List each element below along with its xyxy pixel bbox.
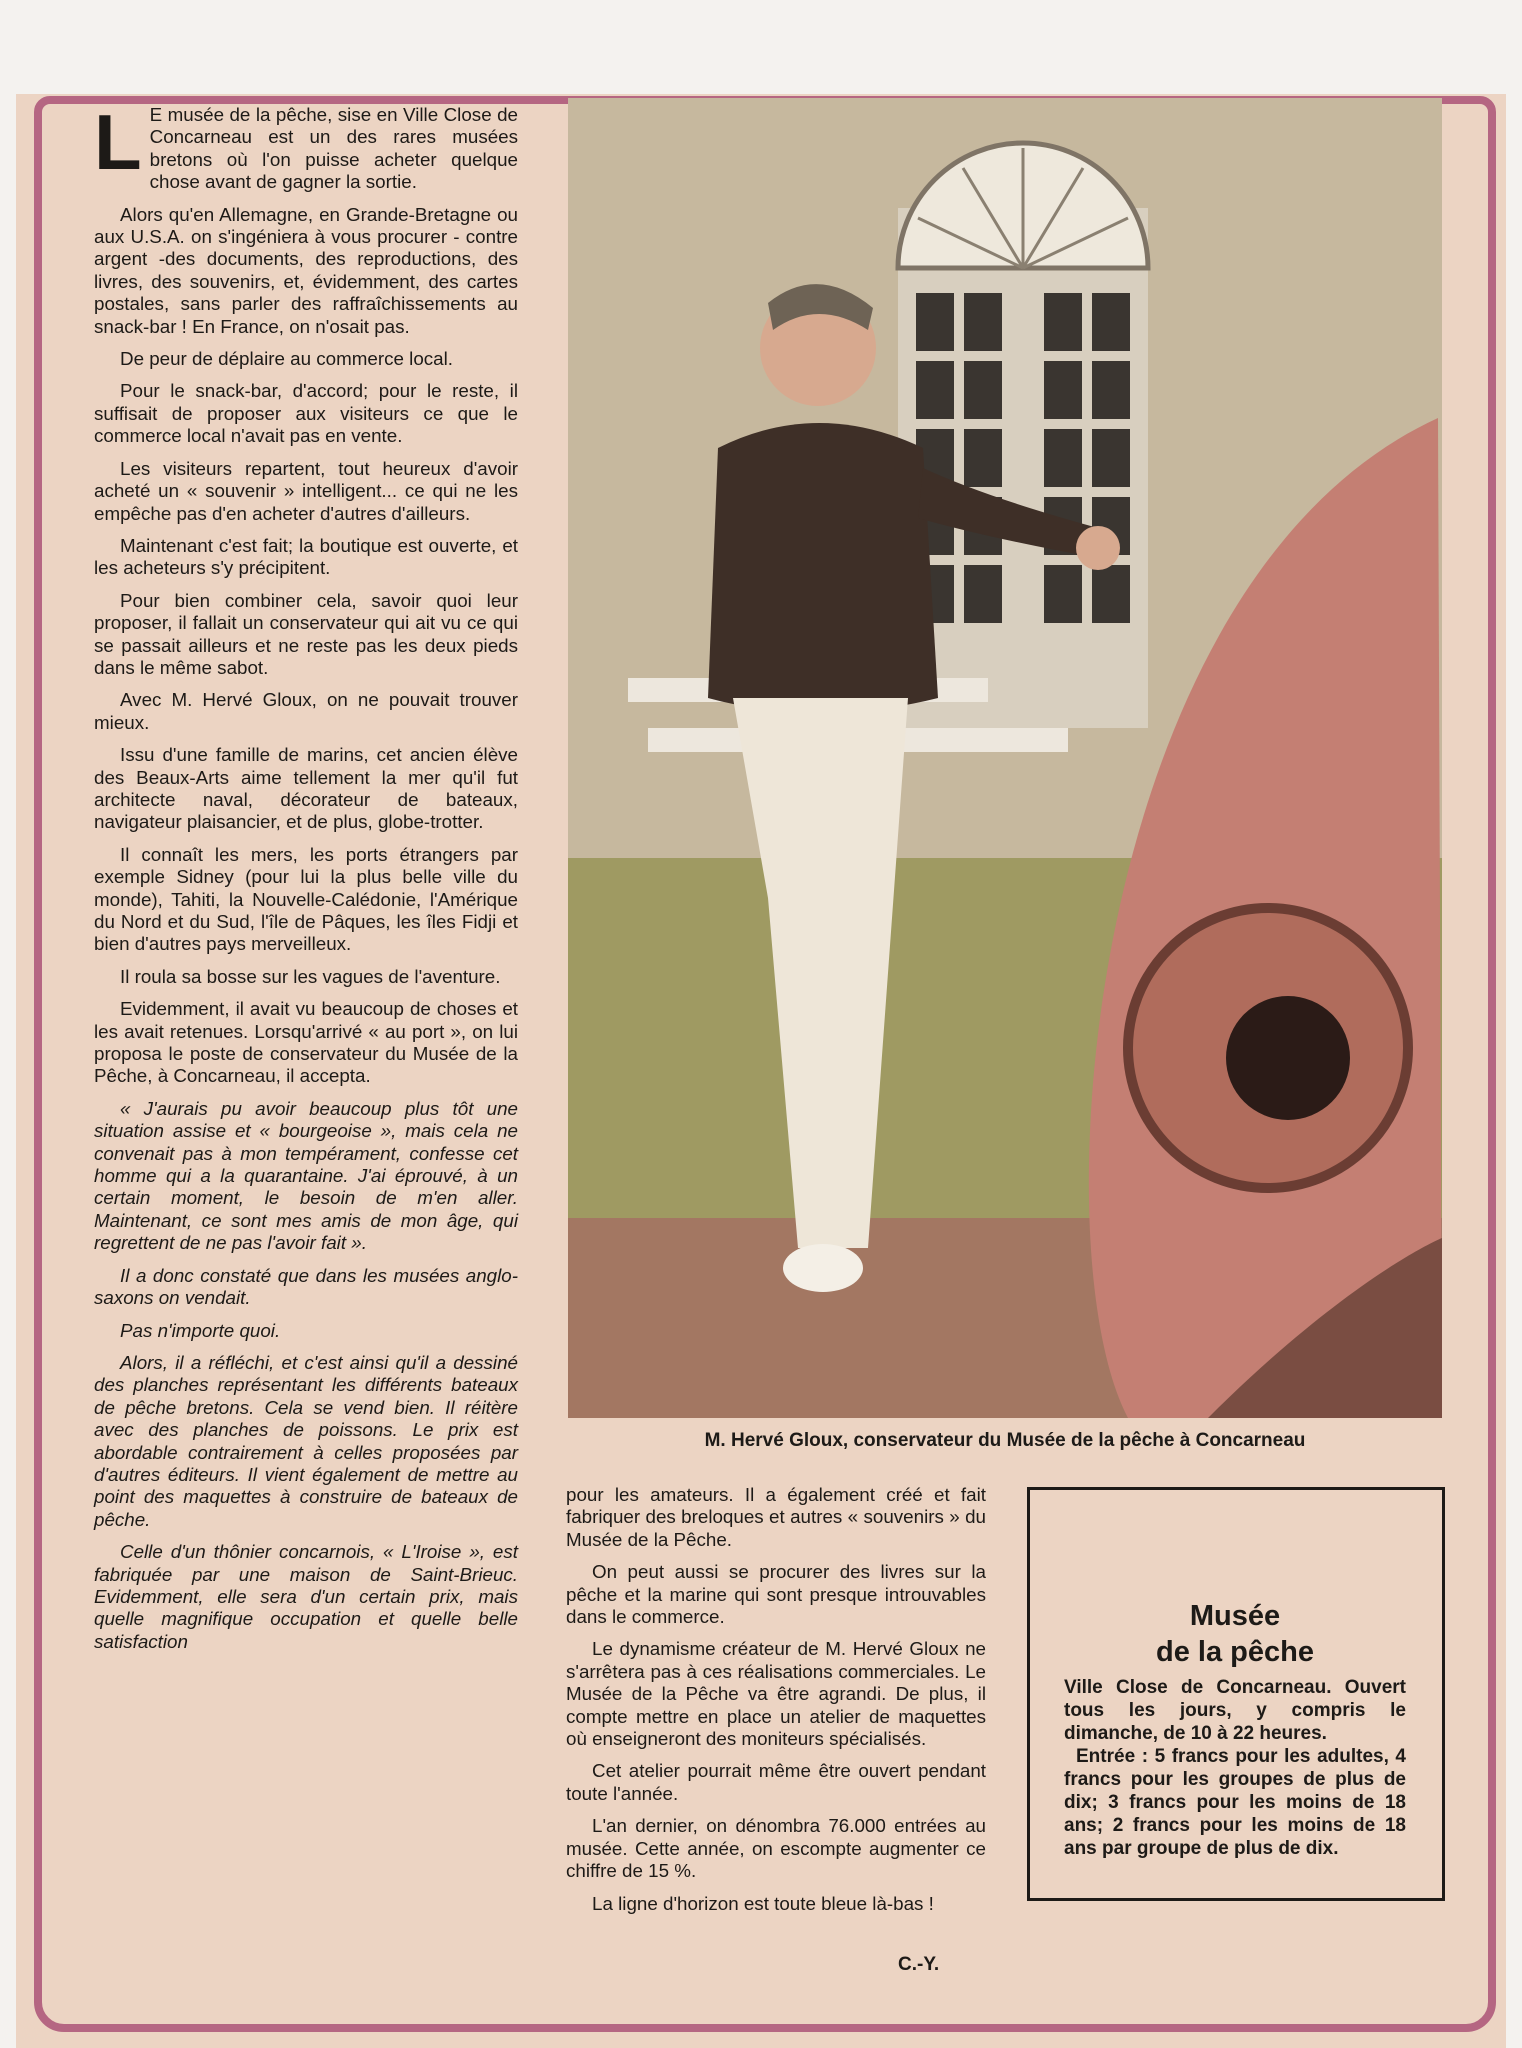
article-photo (568, 98, 1442, 1418)
info-box-prices: Entrée : 5 francs pour les adultes, 4 francs pour les groupes de plus de dix; 3 francs pour les moins de 18 ans; 2 francs pour les moins de 18 ans par groupe de plus de dix. (1064, 1746, 1406, 1859)
article-paragraph: E musée de la pêche, sise en Ville Close de Concarneau est un des rares musées bretons où l'on puisse acheter quelque chose avant de gagner la sortie. (149, 104, 518, 193)
info-box-hours: Ville Close de Concarneau. Ouvert tous les jours, y compris le dimanche, de 10 à 22 heures. (1064, 1677, 1406, 1744)
article-paragraph: Les visiteurs repartent, tout heureux d'avoir acheté un « souvenir » intelligent... ce qui ne les empêche pas d'en acheter d'autres d'ailleurs. (94, 457, 518, 524)
article-paragraph: « J'aurais pu avoir beaucoup plus tôt une situation assise et « bourgeoise », mais cela ne convenait pas à mon tempérament, confesse cet homme qui a la quarantaine. J'ai éprouvé, à un certain moment, le besoin de m'en aller. Maintenant, ce sont mes amis de mon âge, qui regrettent de ne pas l'avoir fait ». (94, 1097, 518, 1254)
article-paragraph: Evidemment, il avait vu beaucoup de choses et les avait retenues. Lorsqu'arrivé « au port », on lui proposa le poste de conservateur du Musée de la Pêche, à Concarneau, il accepta. (94, 998, 518, 1087)
article-paragraph: Il connaît les mers, les ports étrangers par exemple Sidney (pour lui la plus belle ville du monde), Tahiti, la Nouvelle-Calédonie, l'Amérique du Nord et du Sud, l'île de Pâques, les îles Fidji et bien d'autres pays merveilleux. (94, 843, 518, 955)
article-paragraph: Il a donc constaté que dans les musées anglo-saxons on vendait. (94, 1264, 518, 1309)
article-paragraph: pour les amateurs. Il a également créé et fait fabriquer des breloques et autres « souvenirs » du Musée de la Pêche. (566, 1484, 986, 1550)
article-paragraph: Celle d'un thônier concarnois, « L'Iroise », est fabriquée par une maison de Saint-Brieuc. Evidemment, elle sera d'un certain prix, mais quelle magnifique occupation et quelle belle satisfaction (94, 1541, 518, 1652)
info-box-title (1064, 1598, 1406, 1670)
author-signature: C.-Y. (898, 1954, 940, 1975)
museum-info-box (1027, 1487, 1445, 1901)
photo-illustration (568, 98, 1442, 1418)
info-box-body (1064, 1676, 1406, 1860)
article-paragraph: On peut aussi se procurer des livres sur la pêche et la marine qui sont presque introuvables dans le commerce. (566, 1561, 986, 1628)
article-paragraph: Maintenant c'est fait; la boutique est ouverte, et les acheteurs s'y précipitent. (94, 534, 518, 579)
article-paragraph: Issu d'une famille de marins, cet ancien élève des Beaux-Arts aime tellement la mer qu'il fut architecte naval, décorateur de bateaux, navigateur plaisancier, et de plus, globe-trotter. (94, 744, 518, 833)
middle-paragraphs (566, 1484, 986, 1915)
article-paragraph: Pour le snack-bar, d'accord; pour le reste, il suffisait de proposer aux visiteurs ce que le commerce local n'avait pas en vente. (94, 380, 518, 447)
article-paragraph: Avec M. Hervé Gloux, on ne pouvait trouver mieux. (94, 689, 518, 733)
article-column-left (94, 98, 518, 1663)
info-box-title-line2: de la pêche (1156, 1636, 1314, 1668)
article-paragraph: La ligne d'horizon est toute bleue là-bas ! (592, 1892, 934, 1914)
article-paragraph: Le dynamisme créateur de M. Hervé Gloux ne s'arrêtera pas à ces réalisations commerciales. Le Musée de la Pêche va être agrandi. De plus, il compte mettre en place un atelier de maquettes où enseigneront des moniteurs spécialisés. (566, 1638, 986, 1750)
info-box-title-line1: Musée (1189, 1600, 1281, 1632)
article-paragraph: Pas n'importe quoi. (120, 1319, 281, 1341)
drop-cap: L (94, 98, 142, 186)
article-paragraph: Il roula sa bosse sur les vagues de l'aventure. (120, 965, 501, 987)
article-paragraph: Alors, il a réfléchi, et c'est ainsi qu'il a dessiné des planches représentant les différents bateaux de pêche bretons. Cela se vend bien. Il réitère avec des planches de poissons. Le prix est abordable contrairement à celles proposées par d'autres éditeurs. Il vient également de mettre au point des maquettes à construire de bateaux de pêche. (94, 1351, 518, 1530)
article-paragraph: Alors qu'en Allemagne, en Grande-Bretagne ou aux U.S.A. on s'ingéniera à vous procurer - contre argent -des documents, des reproductions, des livres, des souvenirs, et, évidemment, des cartes postales, sans parler des raffraîchissements au snack-bar ! En France, on n'osait pas. (94, 203, 518, 337)
article-column-middle (566, 1484, 986, 1925)
article-paragraph: L'an dernier, on dénombra 76.000 entrées au musée. Cette année, on escompte augmenter ce chiffre de 15 %. (566, 1815, 986, 1882)
photo-caption: M. Hervé Gloux, conservateur du Musée de la pêche à Concarneau (704, 1430, 1306, 1451)
left-paragraphs (94, 98, 518, 1653)
article-paragraph: Pour bien combiner cela, savoir quoi leur proposer, il fallait un conservateur qui ait vu ce qui se passait ailleurs et ne reste pas les deux pieds dans le même sabot. (94, 589, 518, 678)
article-paragraph: De peur de déplaire au commerce local. (120, 348, 454, 370)
article-paragraph: Cet atelier pourrait même être ouvert pendant toute l'année. (566, 1760, 986, 1804)
